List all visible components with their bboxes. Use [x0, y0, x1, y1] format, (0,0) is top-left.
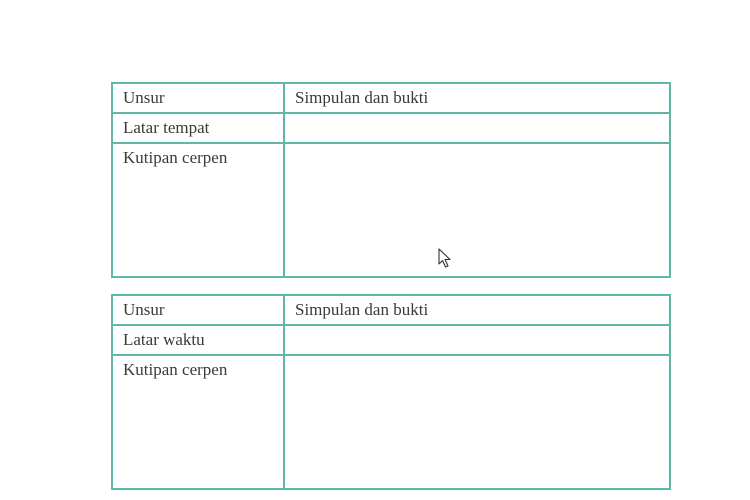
header-element-cell: Unsur [112, 295, 284, 325]
story-quote-answer-cell[interactable] [284, 355, 670, 489]
setting-place-label: Latar tempat [112, 113, 284, 143]
table-header-row [112, 295, 670, 325]
setting-place-table [111, 82, 671, 278]
story-quote-label: Kutipan cerpen [112, 355, 284, 489]
setting-time-answer-cell[interactable] [284, 325, 670, 355]
table-row-story-quote [112, 355, 670, 489]
header-conclusion-cell: Simpulan dan bukti [284, 295, 670, 325]
story-quote-answer-cell[interactable] [284, 143, 670, 277]
setting-place-answer-cell[interactable] [284, 113, 670, 143]
setting-time-table [111, 294, 671, 490]
table-row-setting-place [112, 113, 670, 143]
header-element-cell: Unsur [112, 83, 284, 113]
setting-time-label: Latar waktu [112, 325, 284, 355]
table-header-row [112, 83, 670, 113]
table-row-story-quote [112, 143, 670, 277]
arrow-pointer-icon [438, 248, 452, 268]
header-conclusion-cell: Simpulan dan bukti [284, 83, 670, 113]
story-quote-label: Kutipan cerpen [112, 143, 284, 277]
table-row-setting-time [112, 325, 670, 355]
